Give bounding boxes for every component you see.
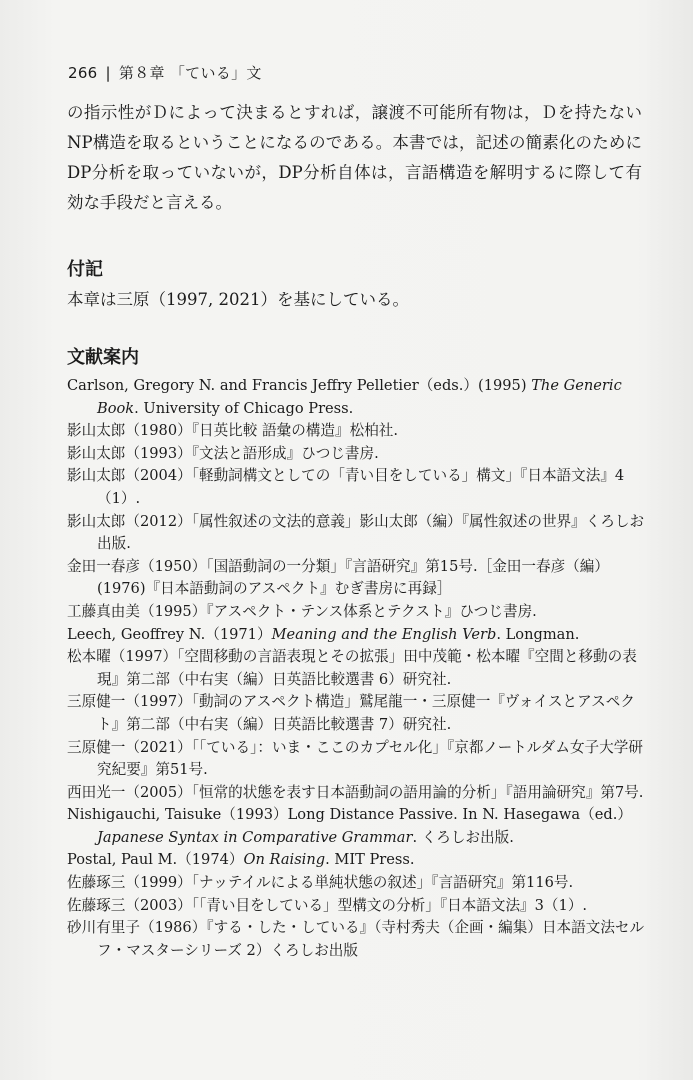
body-paragraph: の指示性がＤによって決まるとすれば，譲渡不可能所有物は，Ｄを持たないNP構造を取るということになるのである。本書では，記述の簡素化のためにDP分析を取っていないが，DP分析自体は，言語構造を解明するに際して有効な手段だと言える。: [67, 103, 643, 212]
page-number: 266: [68, 64, 98, 82]
reference-text: Nishigauchi, Taisuke（1993）Long Distance Passive. In N. Hasegawa（ed.）: [67, 806, 632, 824]
reference-text-tail: . くろしお出版.: [412, 828, 514, 846]
reference-entry: [67, 917, 645, 962]
reference-list: [67, 375, 645, 962]
reference-entry: [67, 782, 645, 805]
running-head: [68, 62, 262, 83]
chapter-title: 「ている」文: [169, 64, 262, 82]
reference-entry: [67, 737, 645, 782]
reference-title-italic: Japanese Syntax in Comparative Grammar: [97, 828, 413, 846]
reference-entry: [67, 691, 645, 736]
reference-text: Postal, Paul M.（1974）: [67, 851, 244, 869]
reference-entry: [67, 465, 645, 510]
reference-entry: [67, 511, 645, 556]
reference-text: 金田一春彦（1950）「国語動詞の一分類」『言語研究』第15号.［金田一春彦（編）(1976)『日本語動詞のアスペクト』むぎ書房に再録］: [67, 557, 609, 598]
reference-text: 佐藤琢三（2003）「「青い目をしている」型構文の分析」『日本語文法』3（1）.: [67, 896, 588, 914]
reference-text: 佐藤琢三（1999）「ナッテイルによる単純状態の叙述」『言語研究』第116号.: [67, 874, 574, 892]
reference-text-tail: . MIT Press.: [325, 851, 415, 869]
reference-entry: [67, 849, 645, 872]
reference-title-italic: Meaning and the English Verb: [271, 625, 497, 643]
reference-entry: [67, 895, 645, 918]
reference-entry: [67, 443, 645, 466]
reference-text: 影山太郎（2012）「属性叙述の文法的意義」影山太郎（編）『属性叙述の世界』くろしお出版.: [67, 512, 645, 553]
reference-text: 影山太郎（2004）「軽動詞構文としての「青い目をしている」構文」『日本語文法』4（1）.: [67, 467, 625, 507]
reference-text: 工藤真由美（1995）『アスペクト・テンス体系とテクスト』ひつじ書房.: [67, 602, 537, 620]
reference-text: 三原健一（2021）「「ている」：いま・ここのカプセル化」『京都ノートルダム女子大学研究紀要』第51号.: [67, 738, 643, 779]
reference-text-tail: . Longman.: [496, 625, 580, 643]
reference-title-italic: On Raising: [243, 851, 326, 869]
reference-entry: [67, 872, 645, 895]
reference-entry: [67, 556, 645, 601]
reference-entry: [67, 624, 645, 647]
reference-entry: [67, 420, 645, 443]
chapter-label: 第８章: [118, 64, 165, 82]
reference-text: 三原健一（1997）「動詞のアスペクト構造」鷲尾龍一・三原健一『ヴォイスとアスペクト』第二部（中右実（編）日英語比較選書 7）研究社.: [67, 693, 635, 733]
note-text: 本章は三原（1997, 2021）を基にしている。: [67, 290, 409, 309]
references-heading: 文献案内: [67, 347, 139, 368]
reference-text: Carlson, Gregory N. and Francis Jeffry Pelletier（eds.）(1995): [67, 377, 532, 394]
reference-text: 砂川有里子（1986）『する・した・している』（寺村秀夫（企画・編集）日本語文法セルフ・マスターシリーズ 2）くろしお出版: [67, 919, 645, 959]
reference-text: Leech, Geoffrey N.（1971）: [67, 625, 272, 643]
header-separator: |: [105, 64, 111, 82]
reference-text-tail: . University of Chicago Press.: [134, 399, 354, 417]
reference-text: 影山太郎（1980）『日英比較 語彙の構造』松柏社.: [67, 422, 398, 440]
reference-text: 松本曜（1997）「空間移動の言語表現とその拡張」田中茂範・松本曜『空間と移動の表現』第二部（中右実（編）日英語比較選書 6）研究社.: [67, 648, 637, 688]
reference-entry: [67, 646, 645, 691]
reference-entry: [67, 804, 645, 849]
reference-text: 西田光一（2005）「恒常的状態を表す日本語動詞の語用論的分析」『語用論研究』第7号.: [67, 783, 644, 801]
reference-title-italic: The Generic Book: [97, 377, 622, 417]
reference-entry: [67, 375, 645, 420]
note-heading: 付記: [67, 259, 103, 280]
reference-entry: [67, 601, 645, 624]
reference-text: 影山太郎（1993）『文法と語形成』ひつじ書房.: [67, 444, 379, 462]
